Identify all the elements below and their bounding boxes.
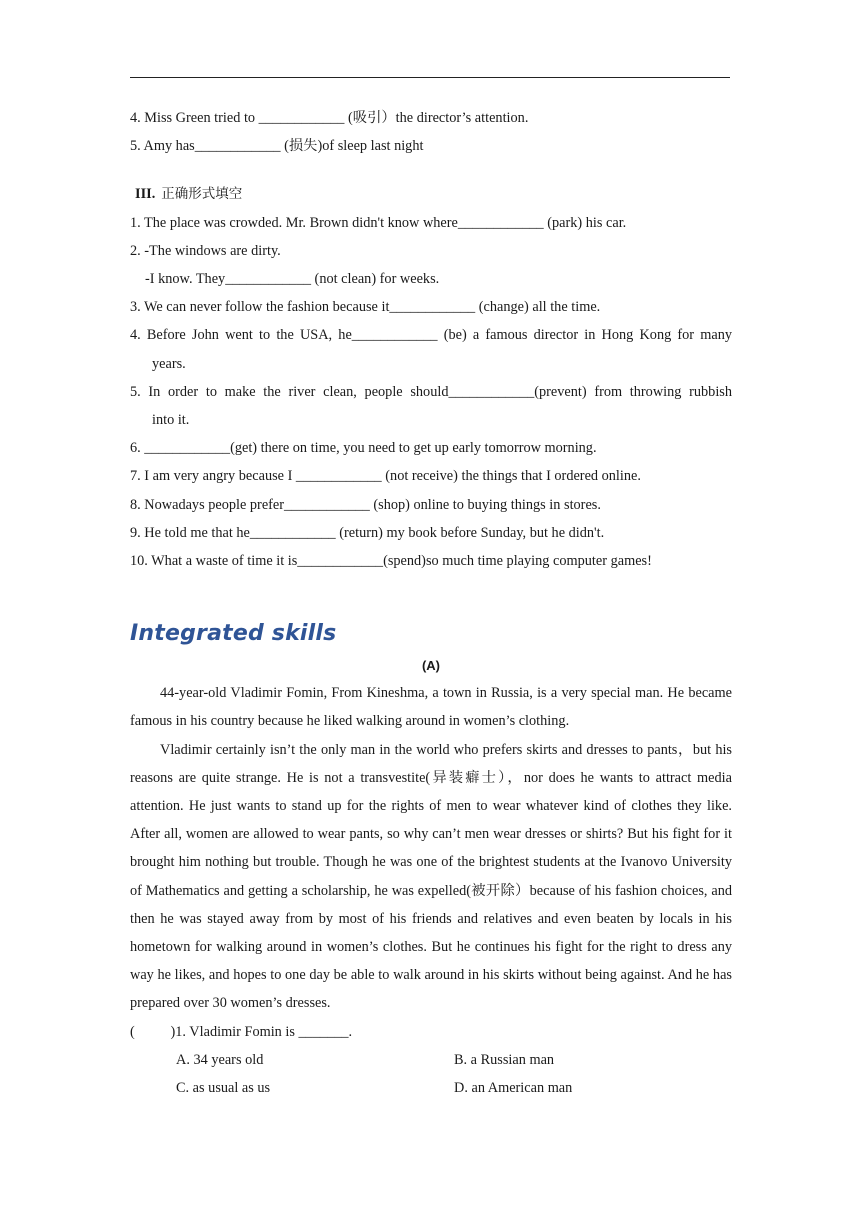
exercise-item-continuation: into it.	[152, 412, 190, 429]
passage-label: (A)	[421, 658, 441, 674]
exercise-item-continuation: years.	[152, 355, 186, 372]
exercise-item: 3. We can never follow the fashion because it____________ (change) all the time.	[130, 299, 601, 316]
exercise-item: 6. ____________(get) there on time, you need to get up early tomorrow morning.	[130, 440, 597, 457]
exercise-item: 8. Nowadays people prefer____________ (shop) online to buying things in stores.	[130, 496, 601, 513]
exercise-item: 10. What a waste of time it is____________(spend)so much time playing computer games!	[130, 553, 652, 570]
passage-paragraph: Vladimir certainly isn’t the only man in the world who prefers skirts and dresses to pants，but his reasons are quite strange. He is not a transvestite(异装癖士），nor does he wants to attract media attention. He just wants to stand up for the rights of men to wear whatever kind of clothes they like. After all, women are allowed to wear pants, so why can’t men wear dresses or shirts? But his fight for it brought him nothing but trouble. Though he was one of the brightest students at the Ivanovo University of Mathematics and getting a scholarship, he was expelled(被开除）because of his fashion choices, and then he was stayed away from by most of his friends and relatives and even beaten by locals in his hometown for walking around in women’s clothes. But he continues his fight for the right to dress any way he likes, and hopes to one day be able to walk around in his skirts without being against. And he has prepared over 30 women’s dresses.	[130, 741, 732, 1012]
worksheet-content	[130, 104, 732, 1102]
passage-paragraph: 44-year-old Vladimir Fomin, From Kineshma, a town in Russia, is a very special man. He became famous in his country because he liked walking around in women’s clothing.	[130, 685, 732, 730]
option-d: D. an American man	[454, 1080, 573, 1097]
spacer	[130, 575, 732, 619]
option-c: C. as usual as us	[176, 1080, 271, 1097]
exercise-item: 4. Miss Green tried to ____________ (吸引）the director’s attention.	[130, 110, 529, 126]
options-row	[130, 1046, 732, 1074]
exercise-item-reply: -I know. They____________ (not clean) for weeks.	[145, 271, 440, 288]
exercise-item: 7. I am very angry because I ____________ (not receive) the things that I ordered online.	[130, 468, 641, 485]
option-b: B. a Russian man	[454, 1051, 555, 1068]
section-number: III.	[135, 186, 156, 203]
exercise-item: 9. He told me that he____________ (return) my book before Sunday, but he didn't.	[130, 524, 605, 541]
option-a: A. 34 years old	[176, 1051, 264, 1068]
section-title-text: 正确形式填空	[161, 186, 243, 203]
exercise-item: 2. -The windows are dirty.	[130, 242, 281, 259]
exercise-item: 5. In order to make the river clean, people should____________(prevent) from throwing rubbish	[130, 383, 732, 400]
exercise-item: 4. Before John went to the USA, he____________ (be) a famous director in Hong Kong for many	[130, 327, 732, 344]
exercise-item: 5. Amy has____________ (损失)of sleep last night	[130, 138, 424, 155]
section-title	[130, 180, 732, 208]
question: ( )1. Vladimir Fomin is _______.	[130, 1023, 353, 1040]
integrated-skills-heading: Integrated skills	[130, 621, 337, 647]
options-row	[130, 1074, 732, 1102]
exercise-item: 1. The place was crowded. Mr. Brown didn't know where____________ (park) his car.	[130, 214, 627, 231]
header-rule	[130, 77, 730, 78]
spacer	[130, 160, 732, 180]
